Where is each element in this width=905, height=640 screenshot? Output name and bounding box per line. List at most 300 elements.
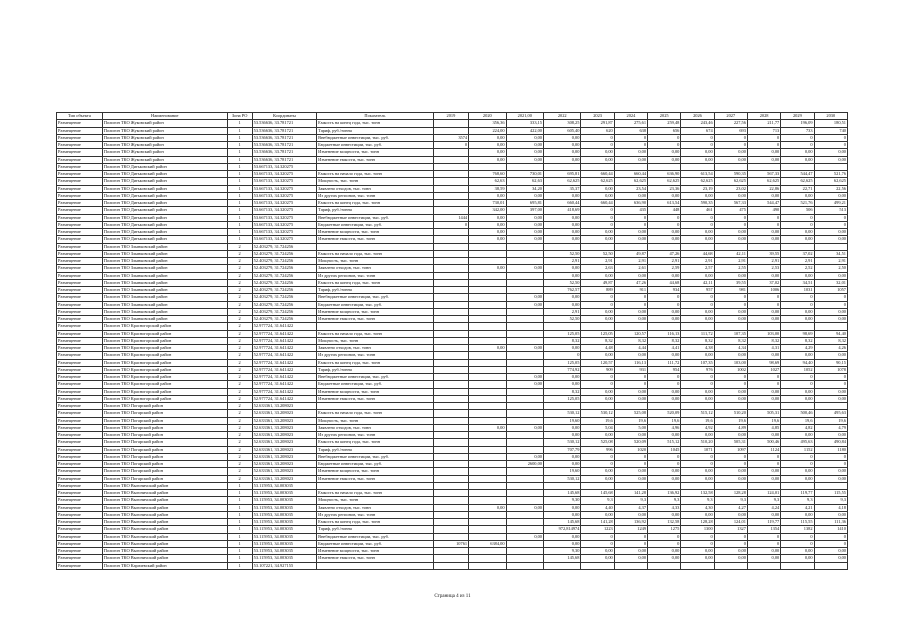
table-cell: 0,00 [581, 192, 614, 199]
table-cell: 8,32 [681, 337, 714, 344]
table-cell: 0 [814, 301, 847, 308]
table-cell: 0 [714, 374, 747, 381]
table-cell: 0 [781, 374, 814, 381]
table-row [57, 533, 848, 540]
table-cell: Размещение [57, 200, 103, 207]
table-cell: 0,00 [814, 352, 847, 359]
table-cell [317, 403, 434, 410]
table-cell: 52.633361, 33.208023 [252, 417, 317, 424]
table-cell: 141,28 [614, 490, 647, 497]
table-cell: 0,00 [506, 301, 543, 308]
table-cell: Полигон ТКО Злынковский район [102, 279, 227, 286]
table-cell: 4,48 [581, 345, 614, 352]
table-cell: 37,02 [781, 250, 814, 257]
table-cell: 0,00 [648, 432, 681, 439]
table-cell: 2 [227, 323, 252, 330]
table-cell: 2,91 [648, 258, 681, 265]
table-cell [433, 229, 468, 236]
table-cell: 52.633361, 33.208023 [252, 453, 317, 460]
table-cell: 0,00 [781, 308, 814, 315]
table-cell: 2 [227, 316, 252, 323]
table-cell: 2 [227, 294, 252, 301]
table-cell [506, 468, 543, 475]
table-cell: 0,00 [614, 475, 647, 482]
table-cell: 23,19 [681, 185, 714, 192]
table-cell: Заявлено отходов, тыс. тонн [317, 504, 434, 511]
table-cell: 23,02 [714, 185, 747, 192]
table-cell: 19,60 [544, 417, 581, 424]
table-cell [544, 163, 581, 170]
table-row [57, 359, 848, 366]
table-cell [648, 562, 681, 569]
table-cell: 0 [614, 221, 647, 228]
table-cell [506, 511, 543, 518]
table-cell: 52.977724, 31.641422 [252, 352, 317, 359]
table-cell [714, 323, 747, 330]
table-cell: 0,00 [814, 388, 847, 395]
table-cell: 0,00 [814, 236, 847, 243]
table-cell [581, 163, 614, 170]
table-cell: 0,00 [781, 316, 814, 323]
table-cell: 0 [648, 221, 681, 228]
table-cell [433, 424, 468, 431]
table-cell: 1 [227, 229, 252, 236]
table-cell: 660,44 [614, 171, 647, 178]
table-cell: 1 [227, 504, 252, 511]
table-cell: 0,00 [747, 236, 780, 243]
table-cell: Полигон ТКО Погарский район [102, 403, 227, 410]
table-cell: 53.667133, 34.320275 [252, 229, 317, 236]
table-cell: 2 [227, 432, 252, 439]
table-cell: 4,37 [614, 504, 647, 511]
table-cell: 1045 [648, 446, 681, 453]
table-cell: Емкость на начало года, тыс. тонн [317, 330, 434, 337]
table-cell: 0 [781, 142, 814, 149]
table-cell: Полигон ТКО Жуковский район [102, 149, 227, 156]
table-cell [469, 453, 506, 460]
column-header: Наименование [102, 113, 227, 120]
table-cell: 0 [814, 453, 847, 460]
table-row [57, 279, 848, 286]
table-cell: 2,91 [544, 258, 581, 265]
table-cell: 52,50 [581, 250, 614, 257]
table-cell: 660,44 [581, 171, 614, 178]
table-cell [506, 337, 543, 344]
table-cell: 0,00 [814, 511, 847, 518]
table-cell: 448 [648, 207, 681, 214]
table-cell: 0 [781, 214, 814, 221]
table-cell: 0,00 [781, 388, 814, 395]
table-cell: 972,814974 [544, 526, 581, 533]
table-cell: Полигон ТКО Погарский район [102, 468, 227, 475]
table-cell: 660,44 [581, 200, 614, 207]
table-cell: 0,00 [544, 149, 581, 156]
table-cell [506, 250, 543, 257]
table-cell [433, 446, 468, 453]
table-cell: 53.667133, 34.320275 [252, 171, 317, 178]
table-cell: Размещение [57, 279, 103, 286]
table-cell: Изменение мощности, тыс. тонн [317, 548, 434, 555]
table-cell: 0,00 [544, 424, 581, 431]
table-cell: Полигон ТКО Выгоничский район [102, 526, 227, 533]
table-cell: 0,00 [544, 533, 581, 540]
table-cell: 0 [648, 214, 681, 221]
table-cell: 2,57 [681, 265, 714, 272]
table-cell: 0,00 [781, 511, 814, 518]
table-cell [433, 236, 468, 243]
table-cell: 0,00 [814, 229, 847, 236]
table-cell: 0,00 [747, 395, 780, 402]
table-cell: 53.115953, 34.003035 [252, 555, 317, 562]
table-cell: Полигон ТКО Дятьковский район [102, 178, 227, 185]
table-cell: 1006 [747, 287, 780, 294]
table-cell: Полигон ТКО Злынковский район [102, 316, 227, 323]
table-cell [433, 511, 468, 518]
table-cell [469, 366, 506, 373]
table-cell: 52.977724, 31.641422 [252, 366, 317, 373]
column-header: 2024 [614, 113, 647, 120]
table-cell: 2,91 [614, 258, 647, 265]
table-cell: 0,00 [781, 432, 814, 439]
table-cell: 356,36 [469, 120, 506, 127]
table-cell: 0 [614, 533, 647, 540]
table-cell: 132,58 [648, 519, 681, 526]
table-cell [469, 163, 506, 170]
table-cell: 0 [714, 214, 747, 221]
table-cell: 521,76 [814, 171, 847, 178]
table-cell: 0,00 [714, 555, 747, 562]
table-cell [433, 308, 468, 315]
table-row [57, 127, 848, 134]
table-cell: 2,63 [581, 265, 614, 272]
column-header: 2022 [544, 113, 581, 120]
table-cell: 52.977724, 31.641422 [252, 345, 317, 352]
table-cell: Полигон ТКО Карачевский район [102, 562, 227, 569]
table-cell: 52.403279, 31.724256 [252, 301, 317, 308]
table-cell: 2 [227, 330, 252, 337]
table-cell: 49,87 [581, 279, 614, 286]
table-row [57, 548, 848, 555]
table-cell: 0 [747, 533, 780, 540]
table-cell [681, 482, 714, 489]
table-cell: 4,96 [648, 424, 681, 431]
table-cell: 0,00 [544, 461, 581, 468]
table-row [57, 352, 848, 359]
table-cell: Полигон ТКО Жуковский район [102, 156, 227, 163]
table-cell: 0 [581, 221, 614, 228]
table-cell: Полигон ТКО Дятьковский район [102, 185, 227, 192]
table-cell [747, 323, 780, 330]
table-cell: 0,00 [469, 345, 506, 352]
table-cell: Размещение [57, 417, 103, 424]
table-cell: 1382 [781, 526, 814, 533]
table-cell: 94,40 [814, 330, 847, 337]
table-cell: Мощность, тыс. тонн [317, 337, 434, 344]
table-row [57, 316, 848, 323]
table-cell: 0,00 [648, 149, 681, 156]
table-cell: 0,00 [747, 149, 780, 156]
table-row [57, 526, 848, 533]
table-cell: Полигон ТКО Красногорский район [102, 374, 227, 381]
table-cell: 934 [648, 287, 681, 294]
table-cell: Размещение [57, 475, 103, 482]
table-cell: 1354 [747, 526, 780, 533]
table-cell: Полигон ТКО Погарский район [102, 410, 227, 417]
table-cell: 9,30 [544, 497, 581, 504]
table-cell: Размещение [57, 258, 103, 265]
table-cell: Размещение [57, 120, 103, 127]
table-cell: 2,55 [714, 265, 747, 272]
table-cell: 19,6 [648, 417, 681, 424]
table-row [57, 562, 848, 569]
table-cell [781, 482, 814, 489]
table-cell: 0 [648, 134, 681, 141]
table-cell: 0,00 [714, 352, 747, 359]
table-cell: 422,00 [506, 127, 543, 134]
table-cell: 0,00 [747, 432, 780, 439]
table-cell: 116,13 [614, 359, 647, 366]
table-cell: Полигон ТКО Красногорский район [102, 388, 227, 395]
table-cell: 0 [581, 142, 614, 149]
table-cell: 2 [227, 301, 252, 308]
table-cell: 1 [227, 192, 252, 199]
table-cell: 499,21 [814, 200, 847, 207]
table-cell: 0,00 [469, 134, 506, 141]
table-cell: 0,00 [506, 424, 543, 431]
table-cell: Емкость на начало года, тыс. тонн [317, 490, 434, 497]
table-cell [433, 482, 468, 489]
table-cell: 0,00 [506, 192, 543, 199]
table-cell [469, 439, 506, 446]
table-cell: 0 [814, 374, 847, 381]
table-cell [433, 490, 468, 497]
table-cell: 1410 [814, 526, 847, 533]
table-row [57, 432, 848, 439]
table-cell [433, 555, 468, 562]
table-cell: 52.977724, 31.641422 [252, 381, 317, 388]
table-cell: 52.403279, 31.724256 [252, 308, 317, 315]
table-cell: Размещение [57, 337, 103, 344]
table-cell: 0,00 [681, 308, 714, 315]
table-cell: 0,00 [814, 475, 847, 482]
table-cell: 0,00 [681, 395, 714, 402]
table-cell: 0,00 [581, 388, 614, 395]
table-cell: 196,09 [781, 120, 814, 127]
table-cell [714, 403, 747, 410]
table-cell: Полигон ТКО Дятьковский район [102, 236, 227, 243]
table-cell: Полигон ТКО Красногорский район [102, 337, 227, 344]
table-cell: 435 [614, 207, 647, 214]
table-cell: 0 [581, 294, 614, 301]
table-cell: 0,00 [614, 272, 647, 279]
table-cell: 2 [227, 287, 252, 294]
table-cell: 520,09 [614, 439, 647, 446]
table-cell: 0,00 [581, 156, 614, 163]
table-cell: 0 [681, 301, 714, 308]
table-cell: Полигон ТКО Выгоничский район [102, 548, 227, 555]
table-cell: 62,625 [781, 178, 814, 185]
table-cell: 53.115953, 34.003035 [252, 548, 317, 555]
table-cell: 103,00 [714, 359, 747, 366]
table-cell: Полигон ТКО Злынковский район [102, 265, 227, 272]
table-cell: Полигон ТКО Жуковский район [102, 127, 227, 134]
table-row [57, 490, 848, 497]
table-cell: 53.536636, 33.781721 [252, 134, 317, 141]
table-cell: 605,40 [544, 127, 581, 134]
table-row [57, 446, 848, 453]
table-cell: 0 [581, 540, 614, 547]
table-cell: 397,00 [506, 207, 543, 214]
table-cell: Размещение [57, 381, 103, 388]
table-cell: 53.667133, 34.320275 [252, 163, 317, 170]
table-cell: 0 [781, 453, 814, 460]
table-cell [469, 562, 506, 569]
table-cell [681, 403, 714, 410]
table-cell: 0 [648, 381, 681, 388]
table-cell: 0 [614, 214, 647, 221]
column-header: 2030 [814, 113, 847, 120]
table-cell: 0,00 [681, 156, 714, 163]
table-cell: 4,24 [747, 504, 780, 511]
table-cell [506, 519, 543, 526]
table-cell: Изменение мощности, тыс. тонн [317, 149, 434, 156]
table-cell: 0 [681, 453, 714, 460]
table-cell: 53.115953, 34.003035 [252, 490, 317, 497]
table-cell: Полигон ТКО Выгоничский район [102, 540, 227, 547]
table-row [57, 381, 848, 388]
table-cell [506, 272, 543, 279]
table-cell: 0,00 [648, 156, 681, 163]
table-cell [433, 156, 468, 163]
table-cell: 141,28 [581, 519, 614, 526]
table-cell: 0,00 [747, 192, 780, 199]
table-cell: 0 [648, 533, 681, 540]
table-cell: 0,00 [544, 142, 581, 149]
table-cell: 0 [747, 374, 780, 381]
table-cell: 1 [227, 548, 252, 555]
table-cell: Внебюджетные инвестиции, тыс. руб. [317, 453, 434, 460]
table-cell: Размещение [57, 446, 103, 453]
table-cell: 620 [581, 127, 614, 134]
table-cell: 567,33 [714, 200, 747, 207]
table-cell [433, 243, 468, 250]
table-cell: 0,00 [614, 192, 647, 199]
table-cell: 0 [814, 381, 847, 388]
table-cell: Размещение [57, 229, 103, 236]
table-cell [648, 403, 681, 410]
table-cell: 0,00 [714, 149, 747, 156]
table-cell: 9,3 [714, 497, 747, 504]
table-cell: 136,92 [614, 519, 647, 526]
table-cell: 530,12 [544, 410, 581, 417]
table-cell [469, 337, 506, 344]
table-cell: 53.115953, 34.003035 [252, 504, 317, 511]
table-cell: 0,00 [747, 548, 780, 555]
table-cell: 0 [747, 381, 780, 388]
table-cell: 2 [227, 308, 252, 315]
table-cell [433, 185, 468, 192]
table-cell [614, 323, 647, 330]
table-cell: 53.115953, 34.003035 [252, 533, 317, 540]
table-cell: Размещение [57, 424, 103, 431]
table-cell: 119,77 [781, 490, 814, 497]
table-cell: 53.536636, 33.781721 [252, 156, 317, 163]
table-cell: 0 [814, 134, 847, 141]
table-cell: 52.633361, 33.208023 [252, 410, 317, 417]
table-cell [433, 526, 468, 533]
table-row [57, 504, 848, 511]
table-cell: Изменение емкости, тыс. тонн [317, 236, 434, 243]
table-cell [433, 127, 468, 134]
table-cell: 52.633361, 33.208023 [252, 432, 317, 439]
table-cell: Тариф, руб./тонна [317, 127, 434, 134]
table-cell: 9,3 [614, 497, 647, 504]
table-cell [317, 482, 434, 489]
table-cell: Размещение [57, 395, 103, 402]
table-cell: 53.536636, 33.781721 [252, 149, 317, 156]
table-cell: Тариф, руб./тонна [317, 366, 434, 373]
table-cell: 931 [614, 366, 647, 373]
table-cell: 0,00 [681, 316, 714, 323]
table-cell: 0 [648, 540, 681, 547]
table-cell [469, 497, 506, 504]
table-cell: 62,625 [714, 178, 747, 185]
table-cell: 774,92 [544, 366, 581, 373]
table-cell: 2 [227, 381, 252, 388]
table-cell: 0,00 [814, 555, 847, 562]
table-cell: 1 [227, 163, 252, 170]
table-cell: Размещение [57, 134, 103, 141]
table-cell: 0 [581, 301, 614, 308]
table-cell: 0 [714, 142, 747, 149]
table-cell: 0,00 [814, 156, 847, 163]
table-cell [714, 163, 747, 170]
table-cell: Размещение [57, 236, 103, 243]
table-cell: 520,09 [648, 410, 681, 417]
table-cell: Размещение [57, 178, 103, 185]
table-cell: 0 [614, 540, 647, 547]
table-cell: Полигон ТКО Выгоничский район [102, 504, 227, 511]
table-cell: 590,35 [681, 200, 714, 207]
table-cell: 0,00 [814, 468, 847, 475]
table-cell [433, 475, 468, 482]
table-cell: 740 [814, 127, 847, 134]
table-cell: 693 [714, 127, 747, 134]
table-cell [469, 461, 506, 468]
table-cell [506, 323, 543, 330]
table-cell: 0,00 [581, 149, 614, 156]
table-cell: Полигон ТКО Погарский район [102, 424, 227, 431]
table-row [57, 337, 848, 344]
table-cell: 0,00 [506, 345, 543, 352]
table-cell: 613,54 [681, 171, 714, 178]
table-cell: 0,00 [747, 156, 780, 163]
table-cell: Размещение [57, 388, 103, 395]
table-cell: 0,00 [544, 229, 581, 236]
table-cell: 0,00 [714, 395, 747, 402]
table-cell [506, 432, 543, 439]
table-cell: 53.115953, 34.003035 [252, 519, 317, 526]
table-cell: 1223 [581, 526, 614, 533]
table-cell: 0,00 [781, 236, 814, 243]
table-cell [469, 417, 506, 424]
table-cell: 2,91 [544, 308, 581, 315]
table-cell: 0,00 [781, 149, 814, 156]
table-cell: 521,76 [781, 200, 814, 207]
table-cell: Бюджетные инвестиции, тыс. руб. [317, 221, 434, 228]
table-cell: 1 [227, 490, 252, 497]
table-cell: 0,00 [544, 374, 581, 381]
